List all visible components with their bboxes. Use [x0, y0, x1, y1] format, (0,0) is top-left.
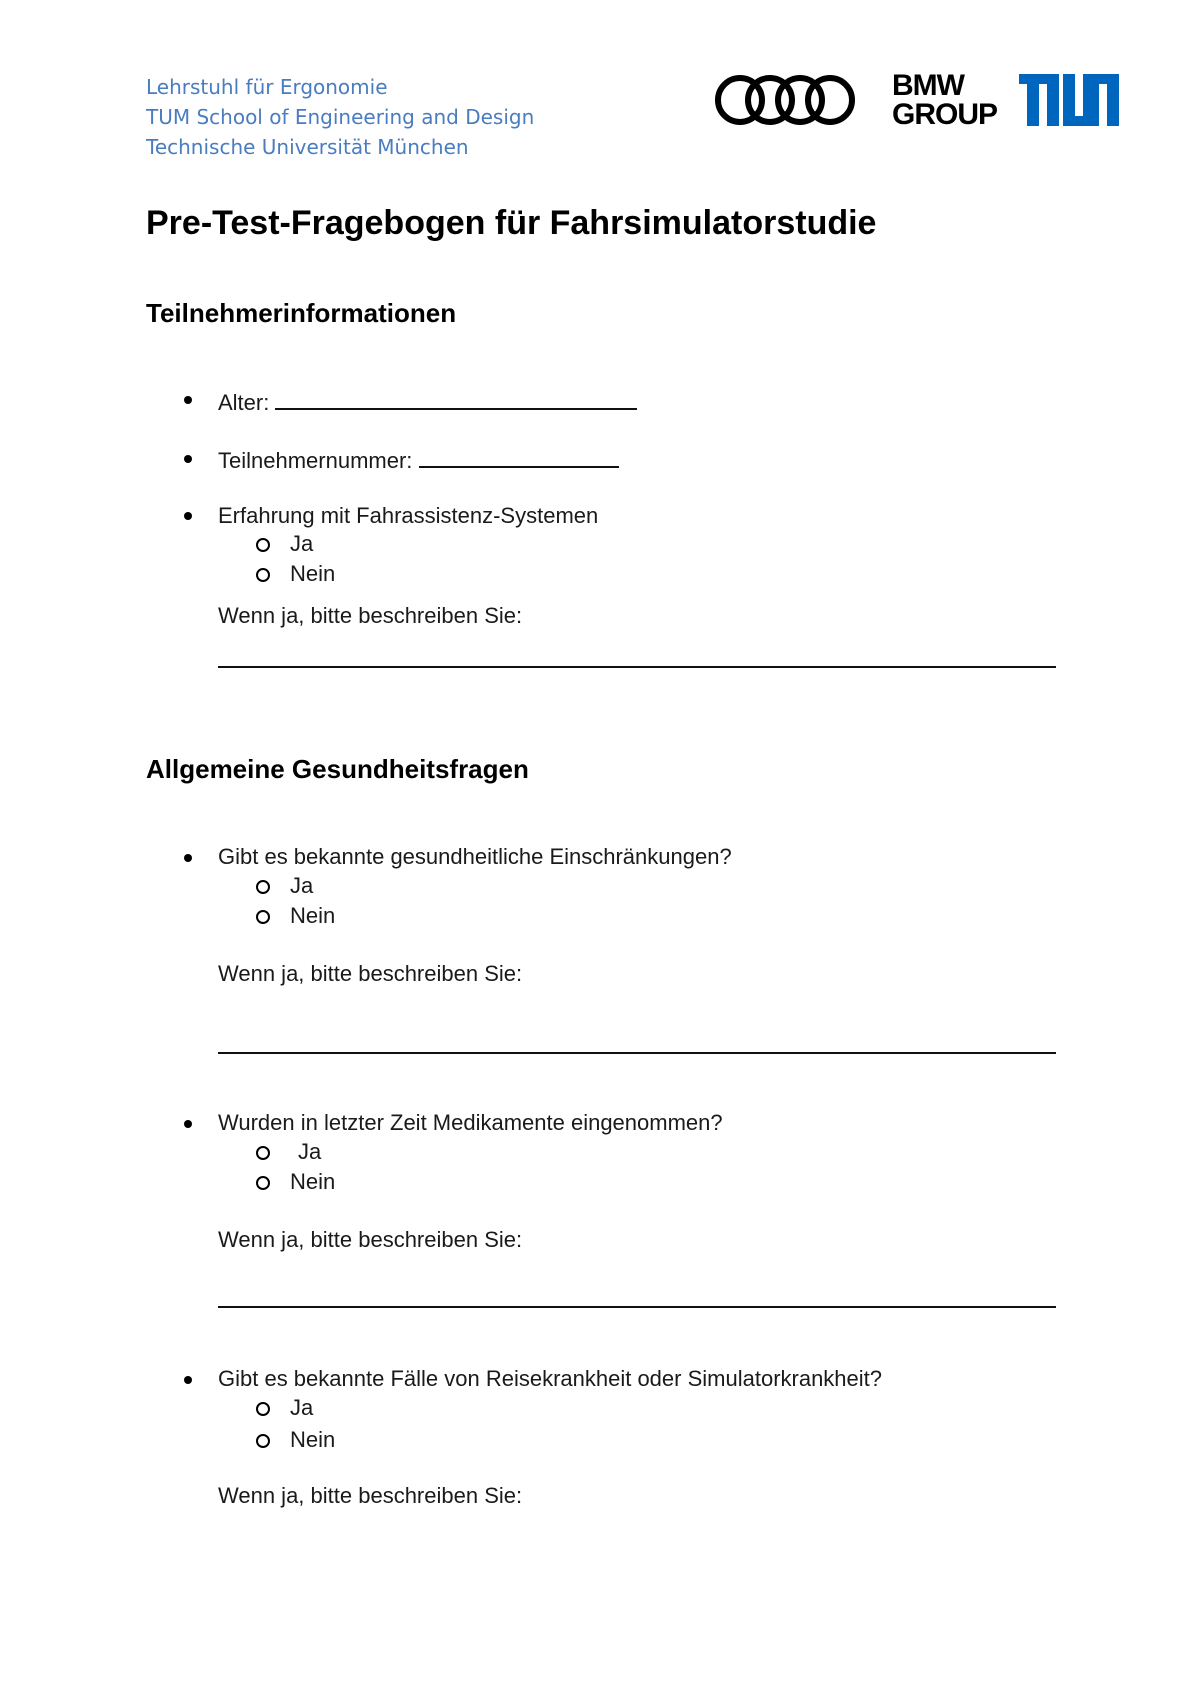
logo-row: [712, 70, 1119, 130]
option-yes-label: Ja: [290, 1395, 314, 1420]
option-yes-checkbox[interactable]: [256, 880, 270, 894]
bullet: [184, 854, 192, 862]
institution-line-school: TUM School of Engineering and Design: [146, 105, 535, 129]
bullet: [184, 1376, 192, 1384]
option-no-checkbox[interactable]: [256, 568, 270, 582]
option-yes-checkbox[interactable]: [256, 1146, 270, 1160]
institution-line-university: Technische Universität München: [146, 135, 469, 159]
participant-number-input-line[interactable]: [419, 444, 619, 468]
tum-logo: [1019, 74, 1119, 126]
followup-answer-line[interactable]: [218, 1052, 1056, 1054]
question-health-restrictions: Gibt es bekannte gesundheitliche Einschränkungen?: [218, 844, 732, 869]
audi-logo: [712, 72, 860, 128]
bmw-logo-line1: BMW: [892, 69, 964, 102]
question-medication: Wurden in letzter Zeit Medikamente eingenommen?: [218, 1110, 723, 1135]
bullet: [184, 396, 192, 404]
option-no-label: Nein: [290, 561, 336, 586]
question-motion-sickness: Gibt es bekannte Fälle von Reisekrankheit oder Simulatorkrankheit?: [218, 1366, 883, 1391]
institution-block: [146, 72, 534, 162]
followup-label: Wenn ja, bitte beschreiben Sie:: [218, 1483, 523, 1508]
option-yes-checkbox[interactable]: [256, 1402, 270, 1416]
option-no-label: Nein: [290, 1427, 336, 1452]
age-field: [218, 386, 637, 417]
institution-line-chair: Lehrstuhl für Ergonomie: [146, 75, 388, 99]
question-adas-experience: Erfahrung mit Fahrassistenz-Systemen: [218, 503, 599, 528]
participant-number-label: Teilnehmernummer:: [218, 448, 413, 473]
option-no-label: Nein: [290, 903, 336, 928]
bmw-group-logo: [892, 71, 997, 129]
bmw-logo-line2: GROUP: [892, 98, 998, 131]
followup-label: Wenn ja, bitte beschreiben Sie:: [218, 603, 523, 628]
section-heading-health: Allgemeine Gesundheitsfragen: [146, 754, 529, 784]
followup-answer-line[interactable]: [218, 1306, 1056, 1308]
section-heading-participant-info: Teilnehmerinformationen: [146, 298, 457, 328]
option-yes-label: Ja: [290, 873, 314, 898]
option-no-checkbox[interactable]: [256, 1434, 270, 1448]
option-yes-checkbox[interactable]: [256, 538, 270, 552]
age-input-line[interactable]: [275, 386, 637, 410]
option-yes-label: Ja: [290, 531, 314, 556]
age-label: Alter:: [218, 390, 270, 415]
bullet: [184, 455, 192, 463]
participant-number-field: [218, 444, 619, 475]
followup-label: Wenn ja, bitte beschreiben Sie:: [218, 961, 523, 986]
bullet: [184, 1120, 192, 1128]
option-no-label: Nein: [290, 1169, 336, 1194]
option-no-checkbox[interactable]: [256, 1176, 270, 1190]
bullet: [184, 512, 192, 520]
followup-label: Wenn ja, bitte beschreiben Sie:: [218, 1227, 523, 1252]
option-no-checkbox[interactable]: [256, 910, 270, 924]
option-yes-label: Ja: [298, 1139, 322, 1164]
document-title: Pre-Test-Fragebogen für Fahrsimulatorstudie: [146, 204, 877, 242]
followup-answer-line[interactable]: [218, 666, 1056, 668]
